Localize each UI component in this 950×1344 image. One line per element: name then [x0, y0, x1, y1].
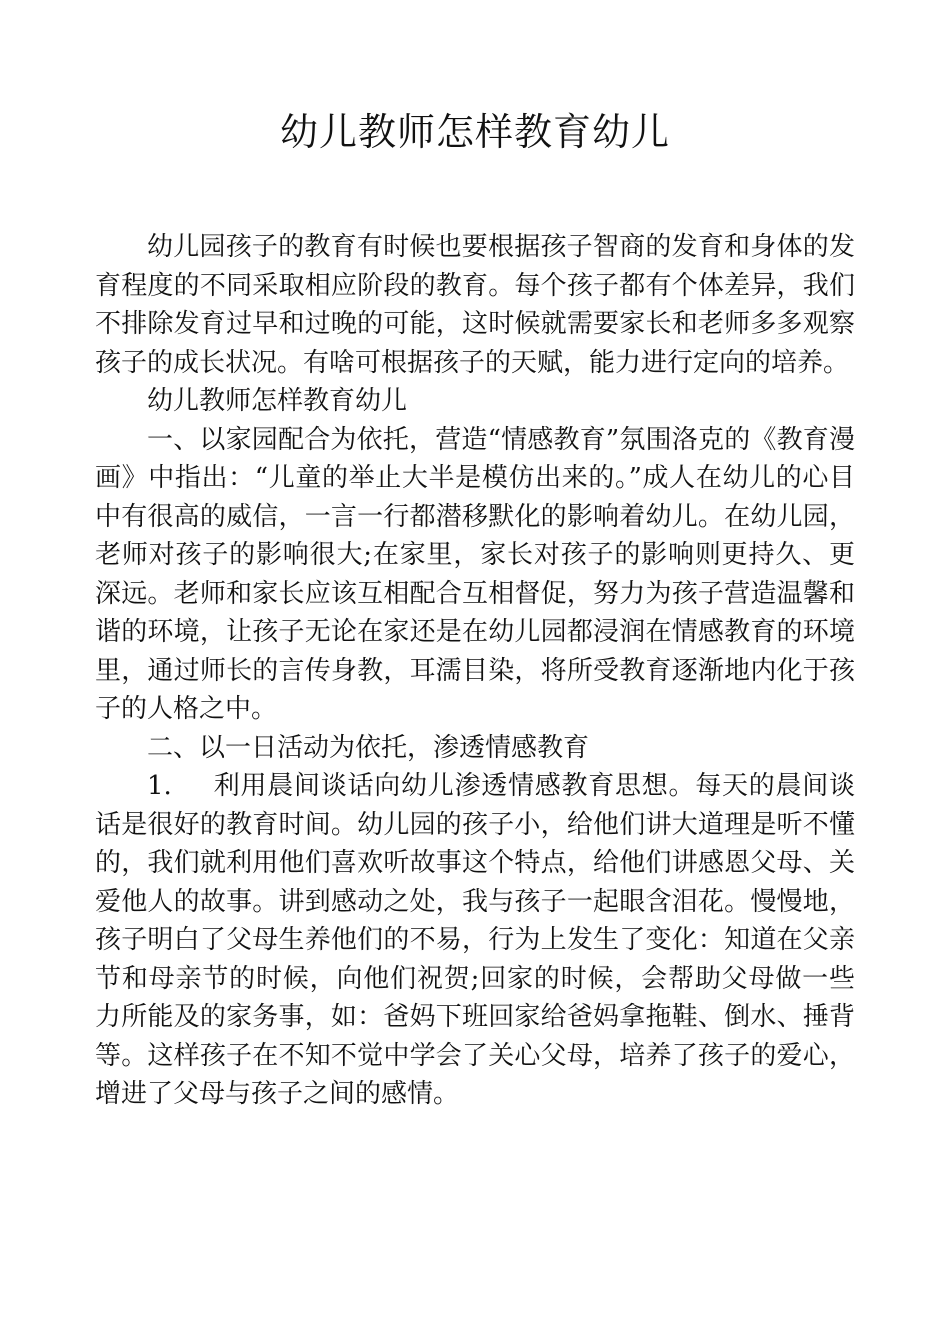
- document-body: [95, 228, 855, 1114]
- section-one-paragraph: 一、以家园配合为依托，营造“情感教育”氛围洛克的《教育漫画》中指出：“儿童的举止大半是模仿出来的。”成人在幼儿的心目中有很高的威信，一言一行都潜移默化的影响着幼儿。在幼儿园，老师对孩子的影响很大;在家里，家长对孩子的影响则更持久、更深远。老师和家长应该互相配合互相督促，努力为孩子营造温馨和谐的环境，让孩子无论在家还是在幼儿园都浸润在情感教育的环境里，通过师长的言传身教，耳濡目染，将所受教育逐渐地内化于孩子的人格之中。: [95, 424, 855, 724]
- item-number: 1.: [147, 771, 172, 801]
- section-heading: 幼儿教师怎样教育幼儿: [147, 386, 408, 416]
- document-title: 幼儿教师怎样教育幼儿: [279, 110, 670, 154]
- numbered-item-paragraph: [95, 767, 855, 1114]
- section-two-heading: 二、以一日活动为依托，渗透情感教育: [147, 732, 590, 763]
- intro-paragraph: 幼儿园孩子的教育有时候也要根据孩子智商的发育和身体的发育程度的不同采取相应阶段的教育。每个孩子都有个体差异，我们不排除发育过早和过晚的可能，这时候就需要家长和老师多多观察孩子的成长状况。有啥可根据孩子的天赋，能力进行定向的培养。: [95, 232, 855, 378]
- item-text: 利用晨间谈话向幼儿渗透情感教育思想。每天的晨间谈话是很好的教育时间。幼儿园的孩子小，给他们讲大道理是听不懂的，我们就利用他们喜欢听故事这个特点，给他们讲感恩父母、关爱他人的故事。讲到感动之处，我与孩子一起眼含泪花。慢慢地，孩子明白了父母生养他们的不易，行为上发生了变化：知道在父亲节和母亲节的时候，向他们祝贺;回家的时候，会帮助父母做一些力所能及的家务事，如：爸妈下班回家给爸妈拿拖鞋、倒水、捶背等。这样孩子在不知不觉中学会了关心父母，培养了孩子的爱心，增进了父母与孩子之间的感情。: [95, 771, 855, 1109]
